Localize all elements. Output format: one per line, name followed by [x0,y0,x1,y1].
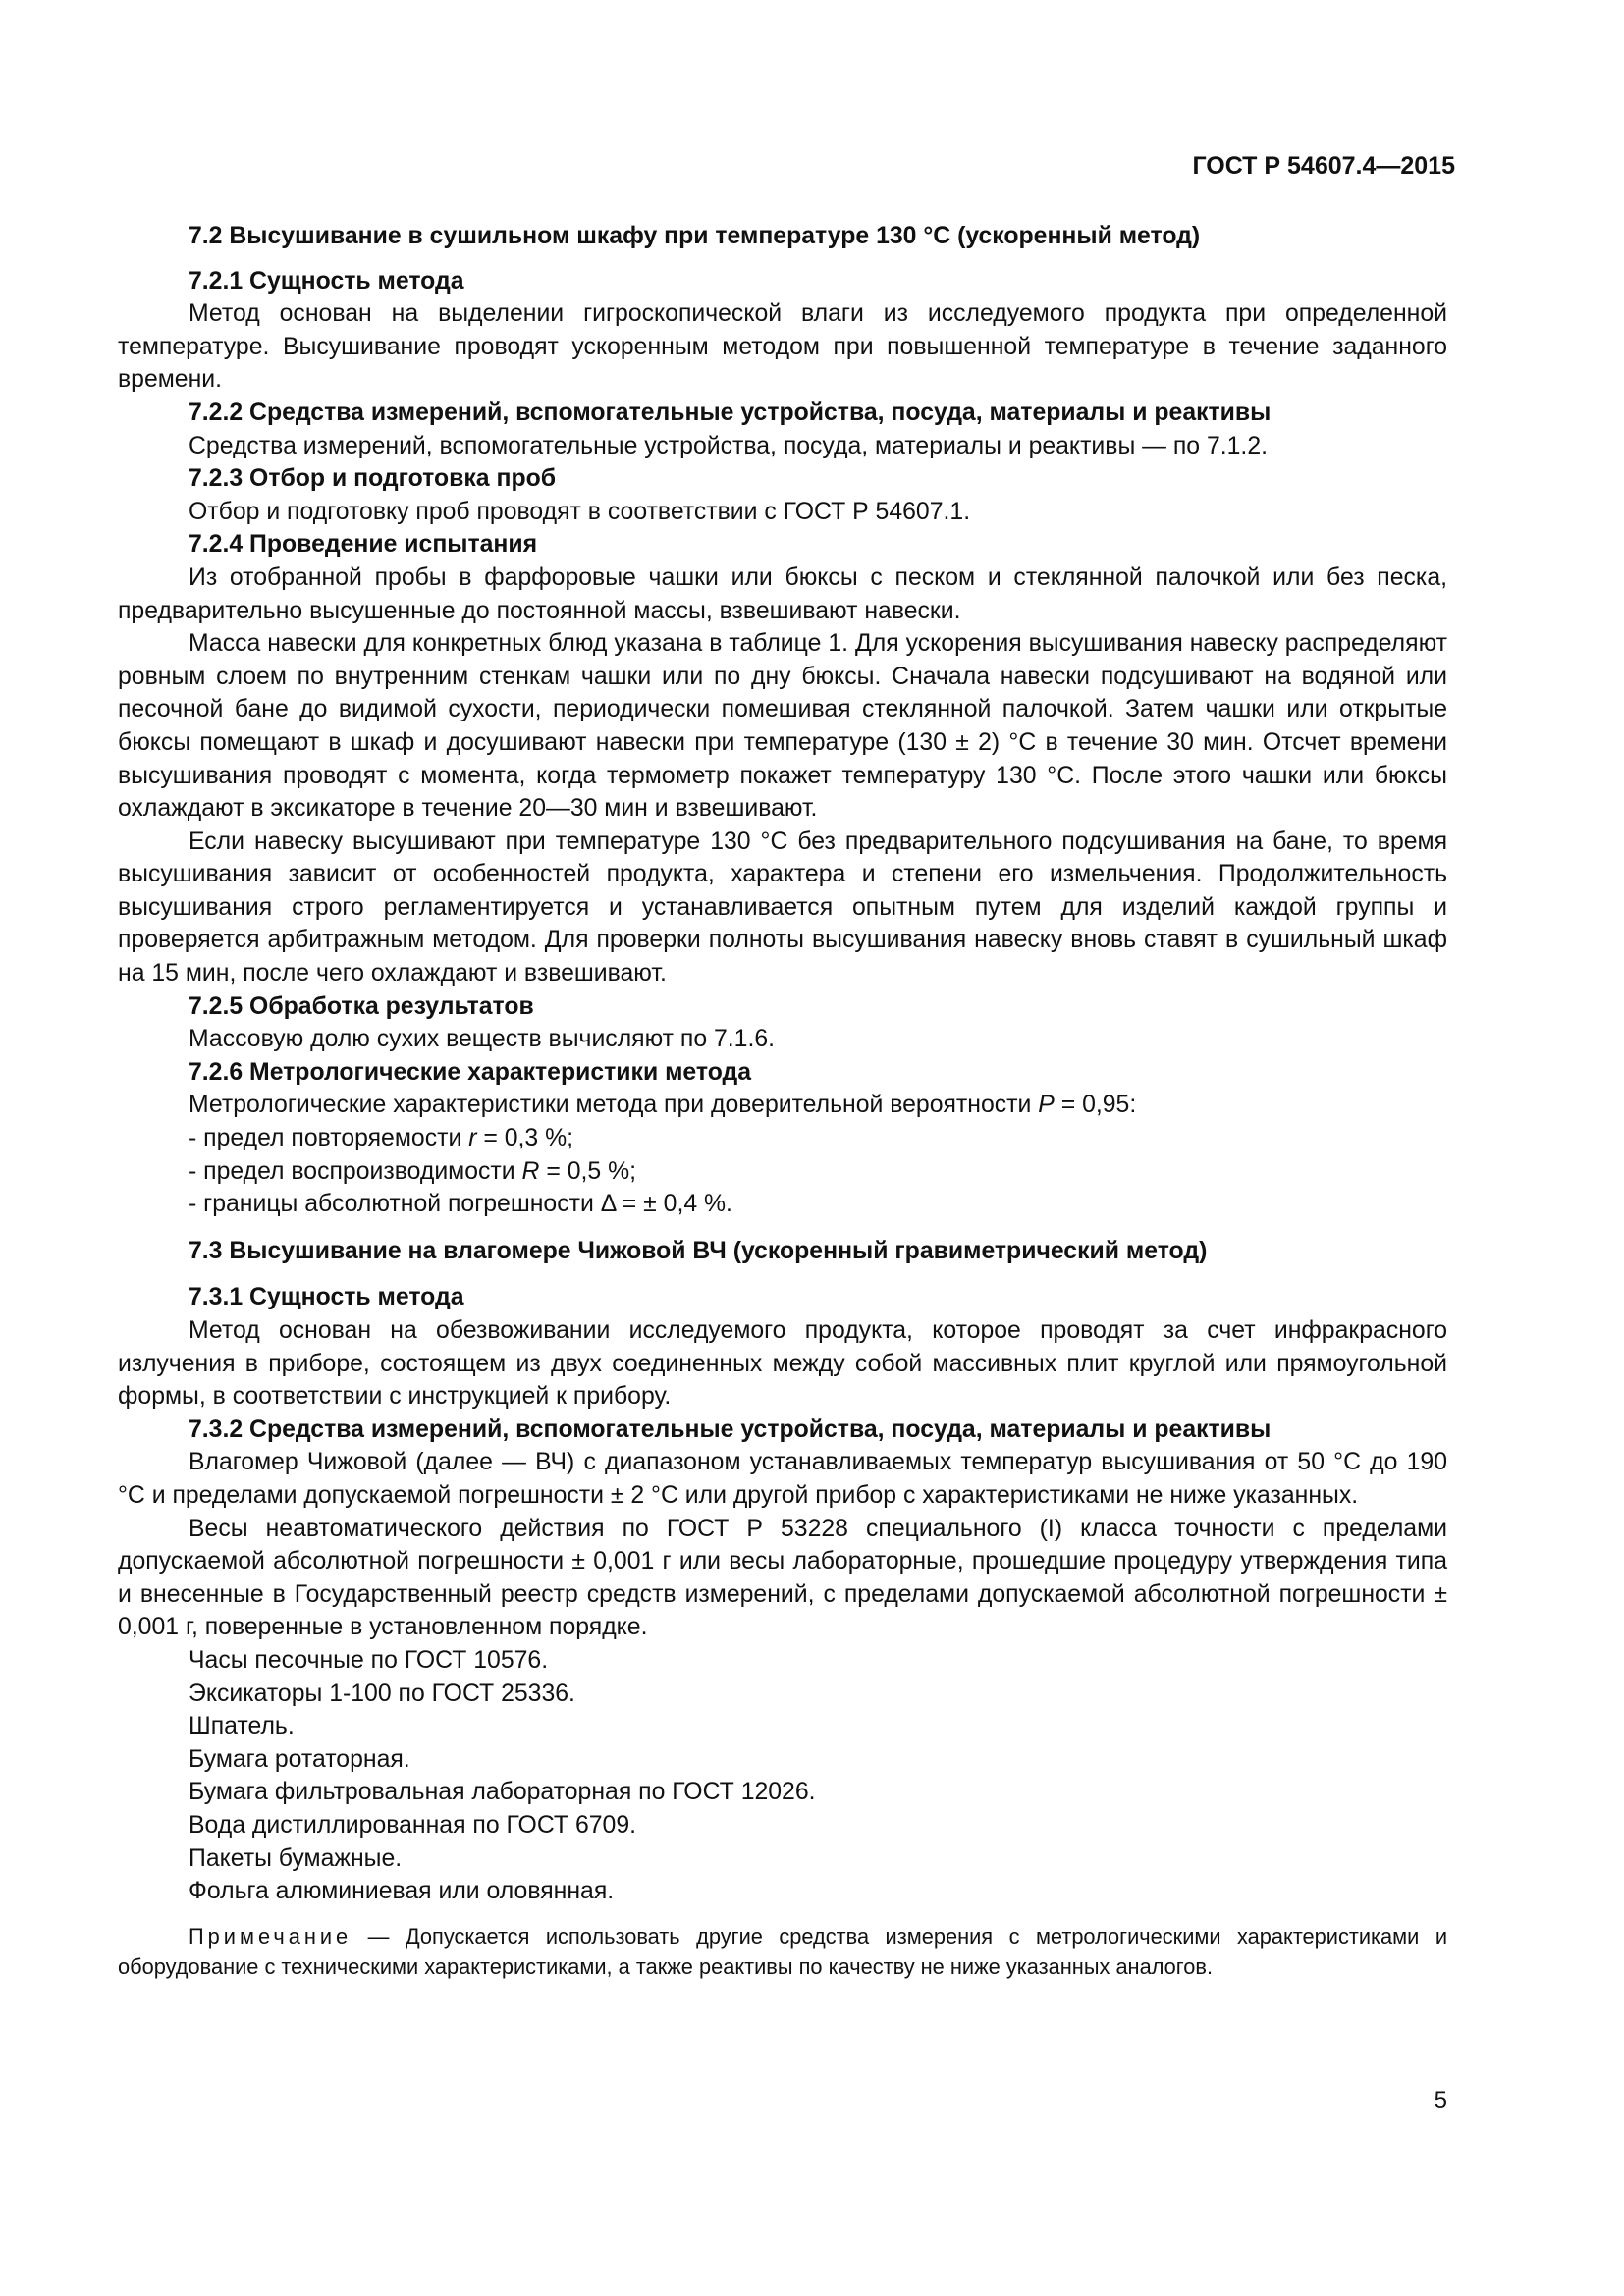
metrology-item-error-limits: - границы абсолютной погрешности Δ = ± 0,4 %. [189,1191,732,1218]
note-label: Примечание [189,1923,352,1949]
section-7-2-4-title: 7.2.4 Проведение испытания [189,531,538,559]
page-number: 5 [1434,2087,1447,2113]
section-7-2-4-paragraph-3: Если навеску высушивают при температуре 130 °С без предварительного подсушивания на бане, то время высушивания зависит от особенностей продукта, характера и степени его измельчения. Продолжительность высушивания строго регламентируется и устанавливается опытным путем для изделий каждой группы и проверяется арбитражным методом. Для проверки полноты высушивания навеску вновь ставят в сушильный шкаф на 15 мин, после чего охлаждают и взвешивают. [118,828,1447,988]
list-item: Эксикаторы 1-100 по ГОСТ 25336. [189,1680,575,1707]
section-7-2-2-text: Средства измерений, вспомогательные устройства, посуда, материалы и реактивы — по 7.1.2. [189,432,1268,459]
section-7-3-2-title: 7.3.2 Средства измерений, вспомогательные устройства, посуда, материалы и реактивы [189,1415,1272,1443]
list-item: Пакеты бумажные. [189,1844,403,1872]
section-7-2-2-title: 7.2.2 Средства измерений, вспомогательные устройства, посуда, материалы и реактивы [189,399,1272,426]
section-7-3-1-text: Метод основан на обезвоживании исследуемого продукта, которое проводят за счет инфракрасного излучения в приборе, состоящем из двух соединенных между собой массивных плит круглой или прямоугольной формы, в соответствии с инструкцией к прибору. [118,1317,1447,1411]
metrology-intro: Метрологические характеристики метода при доверительной вероятности P = 0,95: [189,1092,1137,1119]
section-7-2-6-title: 7.2.6 Метрологические характеристики метода [189,1058,752,1086]
section-7-2-5-title: 7.2.5 Обработка результатов [189,992,534,1020]
list-item: Бумага ротаторная. [189,1745,410,1773]
section-7-2-title: 7.2 Высушивание в сушильном шкафу при температуре 130 °С (ускоренный метод) [189,223,1201,249]
list-item: Бумага фильтровальная лабораторная по ГОСТ 12026. [189,1779,816,1806]
section-7-3-2-paragraph-1: Влагомер Чижовой (далее — ВЧ) с диапазоном устанавливаемых температур высушивания от 50 °С до 190 °С и пределами допускаемой погрешности ± 2 °С или другой прибор с характеристиками не ниже указанных. [118,1449,1447,1509]
list-item: Вода дистиллированная по ГОСТ 6709. [189,1811,637,1839]
section-7-2-3-title: 7.2.3 Отбор и подготовка проб [189,465,557,493]
metrology-item-repeatability: - предел повторяемости r = 0,3 %; [189,1125,574,1152]
section-7-2-1-text: Метод основан на выделении гигроскопической влаги из исследуемого продукта при определенной температуре. Высушивание проводят ускоренным методом при повышенной температуре в течение заданного времени. [118,300,1447,394]
list-item: Шпатель. [189,1713,295,1740]
list-item: Часы песочные по ГОСТ 10576. [189,1646,549,1674]
section-7-2-4-paragraph-2: Масса навески для конкретных блюд указана в таблице 1. Для ускорения высушивания навеску распределяют ровным слоем по внутренним стенкам чашки или по дну бюксы. Сначала навески подсушивают на водяной или песочной бане до видимой сухости, периодически помешивая стеклянной палочкой. Затем чашки или открытые бюксы помещают в шкаф и досушивают навески при температуре (130 ± 2) °С в течение 30 мин. Отсчет времени высушивания проводят с момента, когда термометр покажет температуру 130 °С. После этого чашки или бюксы охлаждают в эксикаторе в течение 20—30 мин и взвешивают. [118,630,1447,823]
document-code: ГОСТ Р 54607.4—2015 [1192,152,1455,180]
section-7-3-2-paragraph-2: Весы неавтоматического действия по ГОСТ Р 53228 специального (I) класса точности с пределами допускаемой абсолютной погрешности ± 0,001 г или весы лабораторные, прошедшие процедуру утверждения типа и внесенные в Государственный реестр средств измерений, с пределами допускаемой абсолютной погрешности ± 0,001 г, поверенные в установленном порядке. [118,1515,1447,1641]
list-item: Фольга алюминиевая или оловянная. [189,1878,615,1905]
section-7-2-4-paragraph-1: Из отобранной пробы в фарфоровые чашки или бюксы с песком и стеклянной палочкой или без песка, предварительно высушенные до постоянной массы, взвешивают навески. [118,563,1447,624]
section-7-2-1-title: 7.2.1 Сущность метода [189,267,464,294]
metrology-item-reproducibility: - предел воспроизводимости R = 0,5 %; [189,1157,637,1185]
section-7-3-1-title: 7.3.1 Сущность метода [189,1284,464,1311]
note [118,1921,1447,1982]
section-7-3-title: 7.3 Высушивание на влагомере Чижовой ВЧ (ускоренный гравиметрический метод) [189,1237,1208,1264]
note-text: — Допускается использовать другие средства измерения с метрологическими характеристиками и оборудование с техническими характеристиками, а также реактивы по качеству не ниже указанных аналогов. [118,1923,1447,1979]
section-7-2-3-text: Отбор и подготовку проб проводят в соответствии с ГОСТ Р 54607.1. [189,498,971,525]
section-7-2-5-text: Массовую долю сухих веществ вычисляют по 7.1.6. [189,1026,776,1053]
